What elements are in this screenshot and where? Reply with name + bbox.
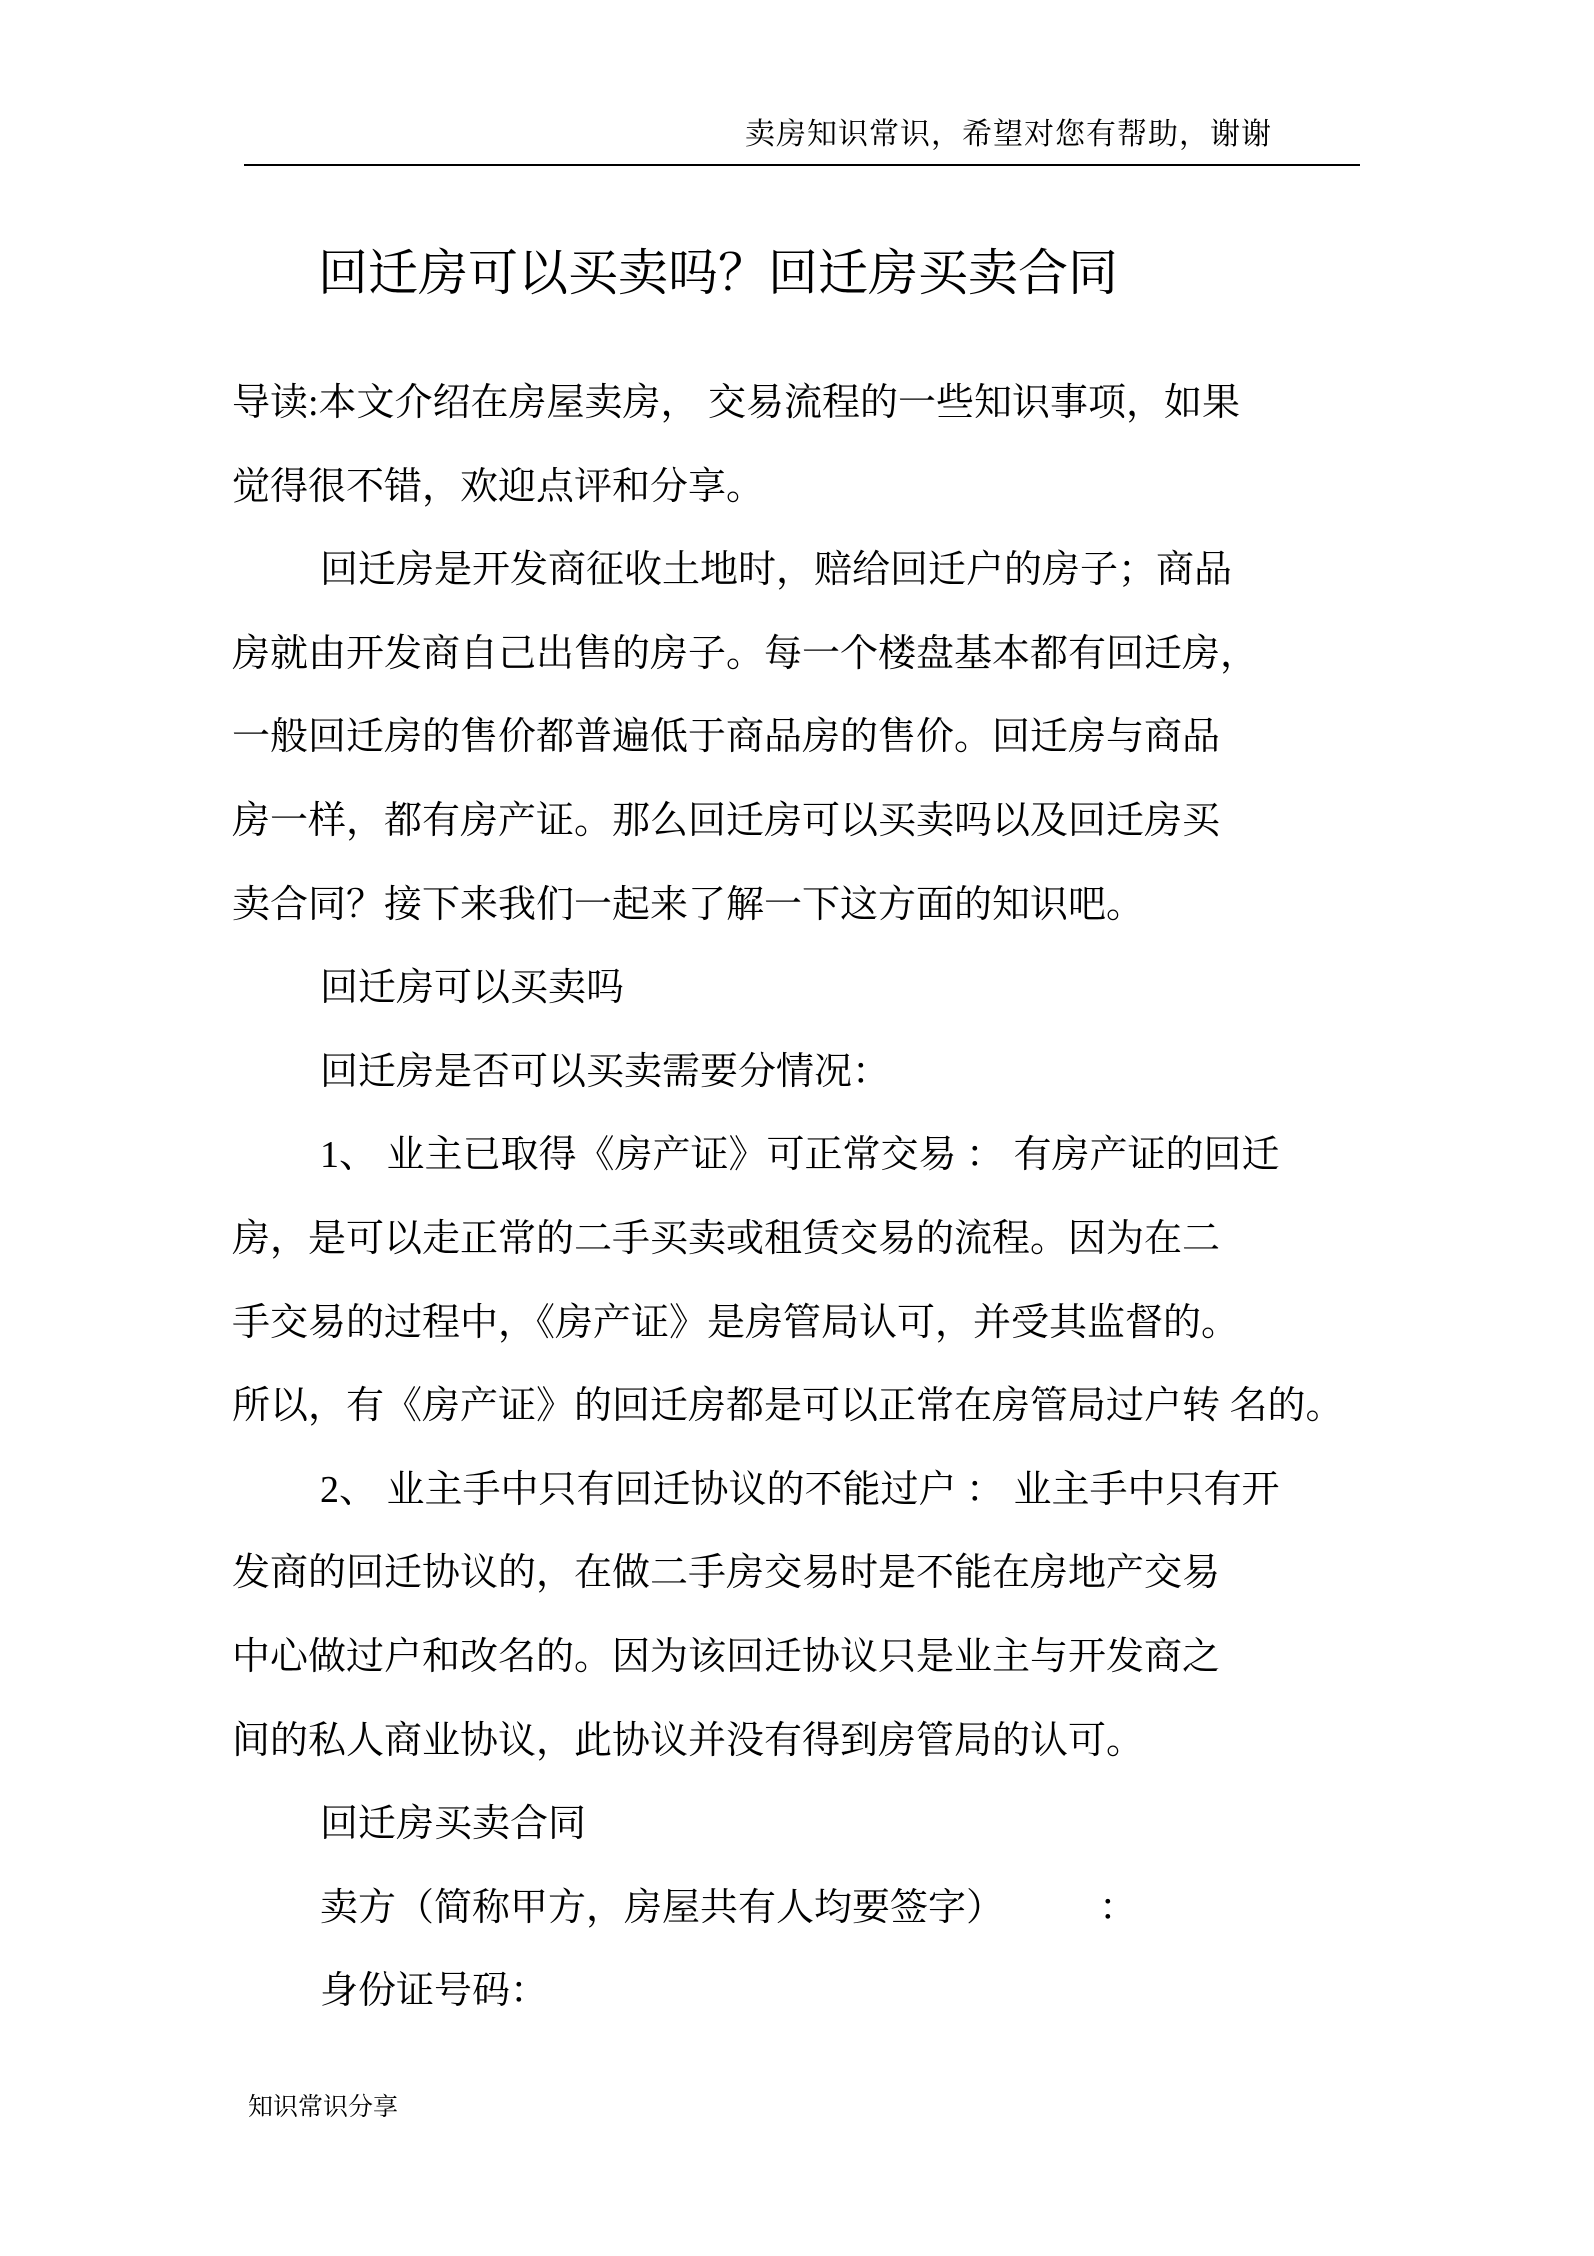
body-line: 回迁房可以买卖吗 bbox=[320, 967, 625, 1010]
body-line: 卖合同？接下来我们一起来了解一下这方面的知识吧。 bbox=[232, 883, 1145, 926]
body-line: 2、 业主手中只有回迁协议的不能过户 ： 业主手中只有开 bbox=[320, 1468, 1280, 1511]
body-line: 回迁房是否可以买卖需要分情况： bbox=[320, 1050, 891, 1093]
header-rule bbox=[244, 164, 1360, 166]
footer-note: 知识常识分享 bbox=[248, 2094, 399, 2121]
body-line: 所以，有《房产证》的回迁房都是可以正常在房管局过户转 名的。 bbox=[232, 1385, 1344, 1428]
body-line: 房就由开发商自己出售的房子。每一个楼盘基本都有回迁房， bbox=[232, 632, 1259, 675]
body-line: 回迁房买卖合同 bbox=[320, 1803, 587, 1846]
body-line: 卖方（简称甲方，房屋共有人均要签字） ： bbox=[320, 1886, 1138, 1929]
body-line: 觉得很不错，欢迎点评和分享。 bbox=[232, 465, 765, 508]
body-line: 房，是可以走正常的二手买卖或租赁交易的流程。因为在二 bbox=[232, 1217, 1221, 1260]
body-line: 中心做过户和改名的。因为该回迁协议只是业主与开发商之 bbox=[232, 1635, 1221, 1678]
body-line: 间的私人商业协议，此协议并没有得到房管局的认可。 bbox=[232, 1719, 1145, 1762]
body-line: 一般回迁房的售价都普遍低于商品房的售价。回迁房与商品 bbox=[232, 716, 1221, 759]
body-line: 发商的回迁协议的，在做二手房交易时是不能在房地产交易 bbox=[232, 1552, 1221, 1595]
body-line: 导读:本文介绍在房屋卖房， 交易流程的一些知识事项，如果 bbox=[232, 382, 1241, 424]
header-note: 卖房知识常识，希望对您有帮助，谢谢 bbox=[745, 118, 1272, 151]
body-text bbox=[232, 362, 1492, 2034]
body-line: 房一样，都有房产证。那么回迁房可以买卖吗以及回迁房买 bbox=[232, 799, 1221, 842]
body-line: 回迁房是开发商征收土地时，赔给回迁户的房子；商品 bbox=[320, 549, 1233, 592]
body-line: 身份证号码： bbox=[320, 1970, 549, 2013]
body-line: 1、 业主已取得《房产证》可正常交易 ： 有房产证的回迁 bbox=[320, 1134, 1280, 1177]
body-line: 手交易的过程中，《房产证》是房管局认可，并受其监督的。 bbox=[232, 1301, 1240, 1344]
page-title: 回迁房可以买卖吗？回迁房买卖合同 bbox=[318, 245, 1118, 301]
